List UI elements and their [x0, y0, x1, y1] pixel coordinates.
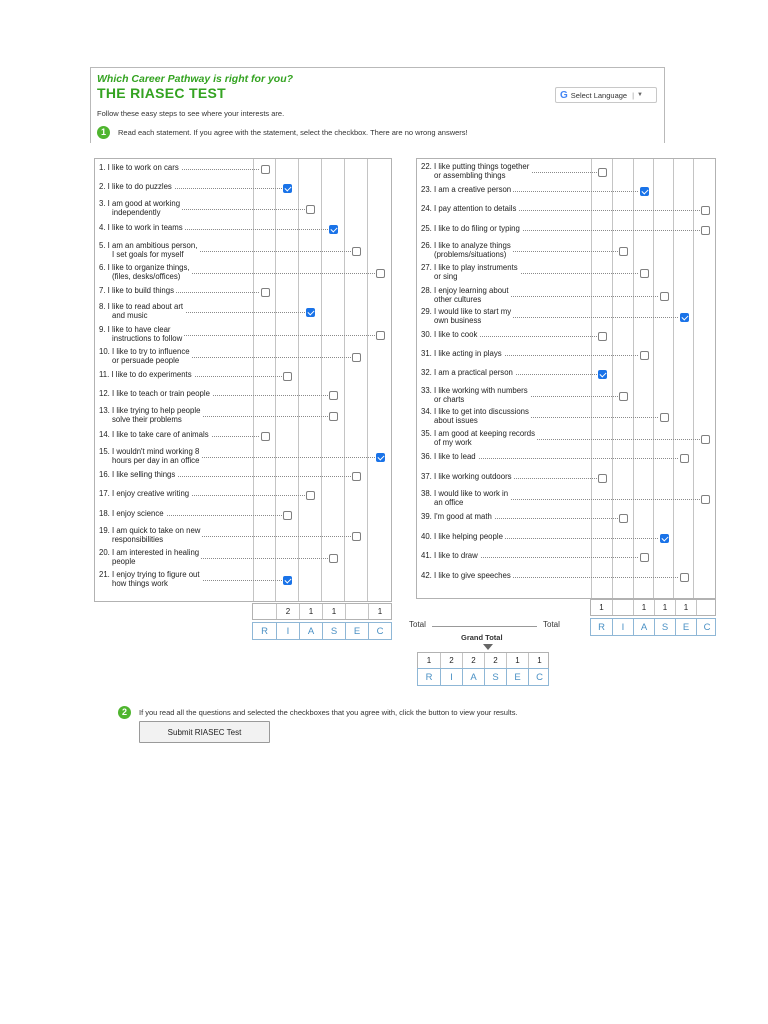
header-panel [90, 67, 665, 143]
question-row [95, 571, 393, 589]
answer-checkbox[interactable] [283, 184, 292, 193]
question-row [95, 371, 393, 381]
answer-checkbox[interactable] [283, 576, 292, 585]
riasec-letter: E [506, 669, 528, 685]
question-line: other cultures [434, 294, 482, 304]
question-row [417, 242, 717, 260]
riasec-letter: E [675, 619, 696, 635]
question-text [421, 490, 510, 507]
question-line: (problems/situations) [434, 249, 507, 259]
question-line: 8. I like to read about art [99, 302, 184, 311]
answer-checkbox[interactable] [329, 554, 338, 563]
question-line: 2. I like to do puzzles [99, 182, 172, 191]
answer-checkbox[interactable] [598, 332, 607, 341]
arrow-down-icon [483, 644, 493, 650]
question-row [95, 490, 393, 500]
totals-right [590, 599, 716, 616]
riasec-letter: A [299, 623, 322, 639]
question-line: solve their problems [112, 414, 182, 424]
question-row [417, 225, 717, 235]
question-text [421, 264, 520, 281]
answer-checkbox[interactable] [376, 331, 385, 340]
question-line: 1. I like to work on cars [99, 163, 179, 172]
question-text [99, 183, 174, 192]
question-row [417, 205, 717, 215]
question-row [417, 513, 717, 523]
question-row [417, 387, 717, 405]
question-row [417, 490, 717, 508]
question-text [421, 387, 530, 404]
question-text [421, 163, 531, 180]
google-icon: G [560, 89, 568, 101]
answer-checkbox[interactable] [640, 269, 649, 278]
question-text [99, 448, 201, 465]
answer-checkbox[interactable] [376, 269, 385, 278]
riasec-letter: C [528, 669, 550, 685]
question-line: 3. I am good at working [99, 199, 181, 208]
answer-checkbox[interactable] [680, 454, 689, 463]
question-line: I set goals for myself [112, 249, 184, 259]
question-text [421, 186, 513, 195]
step-1-text: Read each statement. If you agree with the statement, select the checkbox. There are no wrong answers! [118, 127, 468, 137]
question-row [417, 163, 717, 181]
answer-checkbox[interactable] [640, 351, 649, 360]
answer-checkbox[interactable] [660, 413, 669, 422]
answer-checkbox[interactable] [306, 308, 315, 317]
total-cell: 1 [654, 600, 675, 615]
question-line: 15. I wouldn't mind working 8 [99, 447, 200, 456]
question-line: 31. I like acting in plays [421, 349, 502, 358]
riasec-letter: A [462, 669, 484, 685]
question-line: 4. I like to work in teams [99, 223, 183, 232]
answer-checkbox[interactable] [701, 206, 710, 215]
question-line: of my work [434, 437, 472, 447]
answer-checkbox[interactable] [376, 453, 385, 462]
question-text [421, 513, 494, 522]
riasec-letter: I [440, 669, 462, 685]
letters-grand [417, 668, 549, 686]
step-1-badge: 1 [97, 126, 110, 139]
question-line: 12. I like to teach or train people [99, 389, 210, 398]
question-text [421, 205, 518, 214]
answer-checkbox[interactable] [680, 313, 689, 322]
question-line: 37. I like working outdoors [421, 472, 512, 481]
question-text [99, 224, 185, 233]
question-line: 41. I like to draw [421, 551, 478, 560]
grand-total-cell: 1 [528, 653, 550, 668]
total-cell [696, 600, 717, 615]
question-line: 30. I like to cook [421, 330, 478, 339]
question-row [95, 264, 393, 282]
question-line: instructions to follow [112, 333, 183, 343]
question-row [417, 408, 717, 426]
riasec-letter: S [484, 669, 506, 685]
question-text [421, 572, 513, 581]
question-line: 25. I like to do filing or typing [421, 224, 520, 233]
question-line: 24. I pay attention to details [421, 204, 517, 213]
answer-checkbox[interactable] [640, 553, 649, 562]
riasec-letter: E [345, 623, 368, 639]
question-line: or assembling things [434, 170, 506, 180]
question-text [99, 490, 191, 499]
question-row [417, 430, 717, 448]
question-row [417, 369, 717, 379]
answer-checkbox[interactable] [329, 391, 338, 400]
answer-checkbox[interactable] [329, 225, 338, 234]
letters-left [252, 622, 392, 640]
question-line: responsibilities [112, 534, 164, 544]
answer-checkbox[interactable] [701, 226, 710, 235]
question-text [99, 527, 202, 544]
question-row [95, 242, 393, 260]
riasec-letter: S [654, 619, 675, 635]
question-row [95, 303, 393, 321]
question-row [417, 186, 717, 196]
question-row [417, 572, 717, 582]
answer-checkbox[interactable] [598, 474, 607, 483]
question-text [99, 549, 201, 566]
question-text [99, 407, 202, 424]
question-line: 34. I like to get into discussions [421, 407, 529, 416]
question-text [99, 571, 202, 588]
question-line: 36. I like to lead [421, 452, 476, 461]
question-line: 13. I like trying to help people [99, 406, 201, 415]
question-text [99, 242, 199, 259]
question-row [417, 552, 717, 562]
answer-checkbox[interactable] [306, 205, 315, 214]
question-line: or sing [434, 271, 458, 281]
answer-checkbox[interactable] [701, 435, 710, 444]
answer-checkbox[interactable] [306, 491, 315, 500]
question-text [99, 471, 177, 480]
question-line: 14. I like to take care of animals [99, 430, 209, 439]
answer-checkbox[interactable] [329, 412, 338, 421]
answer-checkbox[interactable] [619, 392, 628, 401]
question-row [95, 471, 393, 481]
totals-left [252, 603, 392, 620]
answer-checkbox[interactable] [701, 495, 710, 504]
answer-checkbox[interactable] [352, 472, 361, 481]
question-text [421, 533, 505, 542]
language-select[interactable] [555, 87, 657, 103]
question-line: 39. I'm good at math [421, 512, 492, 521]
question-text [421, 408, 531, 425]
question-line: 22. I like putting things together [421, 162, 530, 171]
grand-total-cell: 1 [506, 653, 528, 668]
grand-total-label: Grand Total [461, 633, 503, 642]
question-row [417, 264, 717, 282]
language-select-label: Select Language [570, 90, 628, 100]
question-line: independently [112, 207, 161, 217]
question-line: 26. I like to analyze things [421, 241, 511, 250]
question-row [95, 527, 393, 545]
step-1 [97, 125, 468, 139]
question-line: 11. I like to do experiments [99, 370, 192, 379]
question-line: hours per day in an office [112, 455, 200, 465]
total-cell: 1 [675, 600, 696, 615]
question-text [421, 473, 514, 482]
tagline: Which Career Pathway is right for you? [97, 73, 294, 85]
question-text [99, 371, 194, 380]
total-cell [253, 604, 276, 619]
language-select-separator: | [632, 90, 635, 100]
question-text [421, 453, 478, 462]
question-row [95, 224, 393, 234]
question-row [95, 549, 393, 567]
total-cell [612, 600, 633, 615]
question-row [95, 390, 393, 400]
question-line: own business [434, 315, 482, 325]
question-line: people [112, 556, 136, 566]
question-line: 5. I am an ambitious person, [99, 241, 198, 250]
question-line: 6. I like to organize things, [99, 263, 190, 272]
question-row [417, 287, 717, 305]
question-text [421, 225, 522, 234]
total-cell: 1 [368, 604, 391, 619]
question-text [421, 350, 504, 359]
total-label-left: Total [409, 620, 426, 629]
question-row [417, 331, 717, 341]
riasec-letter: I [276, 623, 299, 639]
answer-checkbox[interactable] [640, 187, 649, 196]
question-text [421, 369, 515, 378]
answer-checkbox[interactable] [352, 532, 361, 541]
step-2 [118, 705, 518, 719]
question-text [99, 200, 182, 217]
question-text [421, 308, 513, 325]
answer-checkbox[interactable] [598, 168, 607, 177]
chevron-down-icon: ▼ [637, 92, 643, 98]
grand-total-cell: 2 [484, 653, 506, 668]
question-text [99, 264, 192, 281]
question-row [95, 183, 393, 193]
question-line: or charts [434, 394, 465, 404]
riasec-letter: R [261, 625, 268, 637]
question-text [421, 552, 480, 561]
total-cell [345, 604, 368, 619]
riasec-letter: C [368, 623, 391, 639]
question-line: and music [112, 310, 148, 320]
answer-checkbox[interactable] [660, 534, 669, 543]
question-line: 10. I like to try to influence [99, 347, 190, 356]
answer-checkbox[interactable] [660, 292, 669, 301]
question-line: an office [434, 497, 464, 507]
answer-checkbox[interactable] [283, 511, 292, 520]
question-line: 21. I enjoy trying to figure out [99, 570, 200, 579]
question-text [99, 431, 211, 440]
total-label-right: Total [543, 620, 560, 629]
riasec-letter: S [322, 623, 345, 639]
answer-checkbox[interactable] [261, 288, 270, 297]
answer-checkbox[interactable] [352, 247, 361, 256]
question-line: 27. I like to play instruments [421, 263, 518, 272]
question-line: 33. I like working with numbers [421, 386, 528, 395]
question-text [99, 348, 192, 365]
instructions-text: Follow these easy steps to see where your interests are. [97, 109, 285, 118]
question-row [95, 164, 393, 174]
grand-total-cell: 2 [462, 653, 484, 668]
question-table-right [416, 158, 716, 599]
question-text [99, 164, 181, 173]
letters-right [590, 618, 716, 636]
question-text [99, 326, 184, 343]
answer-checkbox[interactable] [261, 432, 270, 441]
answer-checkbox[interactable] [619, 514, 628, 523]
answer-checkbox[interactable] [680, 573, 689, 582]
question-row [95, 348, 393, 366]
page-title: THE RIASEC TEST [97, 85, 226, 101]
answer-checkbox[interactable] [261, 165, 270, 174]
question-line: about issues [434, 415, 478, 425]
question-line: or persuade people [112, 355, 180, 365]
question-row [95, 510, 393, 520]
answer-checkbox[interactable] [598, 370, 607, 379]
question-row [95, 407, 393, 425]
total-cell: 1 [299, 604, 322, 619]
question-line: 40. I like helping people [421, 532, 503, 541]
question-line: 29. I would like to start my [421, 307, 512, 316]
question-text [421, 331, 479, 340]
answer-checkbox[interactable] [619, 247, 628, 256]
question-text [421, 430, 537, 447]
submit-button[interactable]: Submit RIASEC Test [139, 721, 270, 743]
answer-checkbox[interactable] [352, 353, 361, 362]
question-line: 32. I am a practical person [421, 368, 513, 377]
question-row [95, 431, 393, 441]
question-row [95, 448, 393, 466]
question-line: 23. I am a creative person [421, 185, 512, 194]
question-line: 35. I am good at keeping records [421, 429, 535, 438]
grand-total-cell: 1 [426, 656, 432, 665]
step-2-text: If you read all the questions and selected the checkboxes that you agree with, click the button to view your results. [139, 707, 518, 717]
riasec-letter: R [598, 621, 605, 633]
question-line: (files, desks/offices) [112, 271, 181, 281]
question-line: 19. I am quick to take on new [99, 526, 201, 535]
question-table-left [94, 158, 392, 602]
total-cell: 2 [276, 604, 299, 619]
question-row [417, 453, 717, 463]
question-row [417, 473, 717, 483]
total-cell: 1 [633, 600, 654, 615]
question-text [421, 242, 513, 259]
question-line: how things work [112, 578, 168, 588]
question-text [99, 303, 185, 320]
question-line: 42. I like to give speeches [421, 571, 511, 580]
question-row [417, 350, 717, 360]
answer-checkbox[interactable] [283, 372, 292, 381]
question-row [95, 326, 393, 344]
question-line: 7. I like to build things [99, 286, 174, 295]
question-line: 38. I would like to work in [421, 489, 509, 498]
question-line: 9. I like to have clear [99, 325, 171, 334]
total-line [432, 626, 537, 627]
question-line: 18. I enjoy science [99, 509, 164, 518]
question-line: 28. I enjoy learning about [421, 286, 509, 295]
question-text [99, 510, 166, 519]
riasec-letter: R [425, 671, 433, 683]
question-row [417, 533, 717, 543]
grand-totals [417, 652, 549, 669]
riasec-letter: C [696, 619, 717, 635]
question-row [417, 308, 717, 326]
question-text [99, 390, 212, 399]
question-row [95, 200, 393, 218]
riasec-letter: I [612, 619, 633, 635]
question-line: 16. I like selling things [99, 470, 176, 479]
question-text [421, 287, 511, 304]
question-row [95, 287, 393, 297]
total-cell: 1 [322, 604, 345, 619]
question-line: 20. I am interested in healing [99, 548, 200, 557]
question-text [99, 287, 176, 296]
step-2-badge: 2 [118, 706, 131, 719]
question-line: 17. I enjoy creative writing [99, 489, 190, 498]
grand-total-cell: 2 [440, 653, 462, 668]
riasec-letter: A [633, 619, 654, 635]
total-cell: 1 [599, 603, 604, 612]
